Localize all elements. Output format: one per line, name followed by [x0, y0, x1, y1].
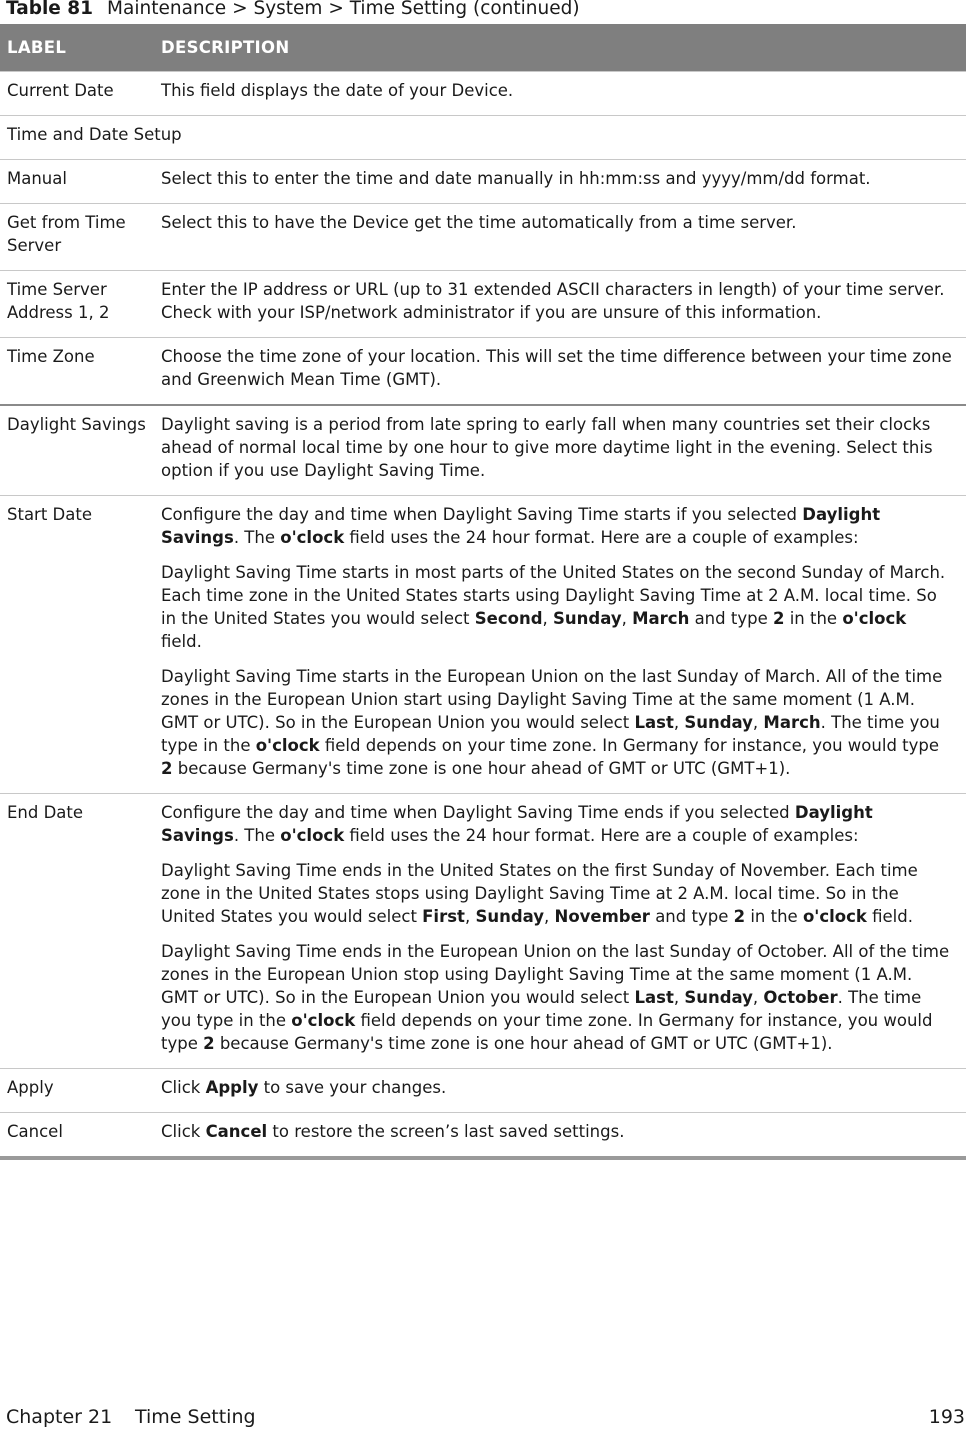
row-description: Click Cancel to restore the screen’s last saved settings.	[161, 1122, 625, 1141]
row-label: Time Zone	[7, 347, 95, 366]
row-label: Manual	[7, 169, 67, 188]
table-caption: Maintenance > System > Time Setting (continued)	[107, 0, 580, 19]
table-header	[0, 24, 966, 71]
row-label: Daylight Savings	[7, 415, 146, 434]
description-table	[0, 24, 966, 1160]
table-number: Table 81	[6, 0, 94, 19]
paragraph: Daylight Saving Time ends in the United States on the first Sunday of November. Each time zone in the United States stops using Daylight Saving Time at 2 A.M. local time. So in the United States you would select First, Sunday, November and type 2 in the o'clock field.	[161, 861, 918, 926]
table-row	[0, 495, 966, 793]
table-row	[0, 1068, 966, 1112]
paragraph: Configure the day and time when Daylight Saving Time starts if you selected Daylight Savings. The o'clock field uses the 24 hour format. Here are a couple of examples:	[161, 505, 881, 547]
row-label: End Date	[7, 803, 84, 822]
row-description: Choose the time zone of your location. This will set the time difference between your time zone and Greenwich Mean Time (GMT).	[161, 347, 952, 389]
paragraph: Configure the day and time when Daylight Saving Time ends if you selected Daylight Savings. The o'clock field uses the 24 hour format. Here are a couple of examples:	[161, 803, 873, 845]
table-row	[0, 71, 966, 115]
table-row	[0, 203, 966, 270]
page-number: 193	[928, 1406, 965, 1428]
paragraph: Daylight Saving Time starts in most parts of the United States on the second Sunday of March. Each time zone in the United States starts using Daylight Saving Time at 2 A.M. local time. So in the United States you would select Second, Sunday, March and type 2 in the o'clock field.	[161, 563, 946, 651]
description-column-header: DESCRIPTION	[161, 38, 290, 57]
table-row	[0, 793, 966, 1068]
row-label: Cancel	[7, 1122, 63, 1141]
table-row	[0, 337, 966, 404]
row-description: Click Apply to save your changes.	[161, 1078, 447, 1097]
label-column-header: LABEL	[7, 38, 67, 57]
row-label: Start Date	[7, 505, 92, 524]
row-description	[154, 503, 966, 780]
table-section-row	[0, 115, 966, 159]
row-label: Get from Time Server	[7, 213, 126, 255]
row-description: Select this to enter the time and date manually in hh:mm:ss and yyyy/mm/dd format.	[161, 169, 871, 188]
table-row	[0, 404, 966, 495]
table-row	[0, 159, 966, 203]
row-description: Daylight saving is a period from late spring to early fall when many countries set their clocks ahead of normal local time by one hour to give more daytime light in the evening. Select this option if you use Daylight Saving Time.	[161, 415, 933, 480]
row-label: Time Server Address 1, 2	[7, 280, 110, 322]
table-row	[0, 270, 966, 337]
table-row	[0, 1112, 966, 1156]
row-description: Select this to have the Device get the time automatically from a time server.	[161, 213, 797, 232]
row-description: Enter the IP address or URL (up to 31 extended ASCII characters in length) of your time server. Check with your ISP/network administrator if you are unsure of this information.	[161, 280, 945, 322]
row-label: Apply	[7, 1078, 54, 1097]
paragraph: Daylight Saving Time ends in the European Union on the last Sunday of October. All of the time zones in the European Union stop using Daylight Saving Time at the same moment (1 A.M. GMT or UTC). So in the European Union you would select Last, Sunday, October. The time you type in the o'clock field depends on your time zone. In Germany for instance, you would type 2 because Germany's time zone is one hour ahead of GMT or UTC (GMT+1).	[161, 942, 950, 1053]
section-label: Time and Date Setup	[7, 125, 182, 144]
row-description	[154, 801, 966, 1055]
table-title	[6, 0, 580, 21]
footer-chapter: Chapter 21	[6, 1406, 113, 1428]
paragraph: Daylight Saving Time starts in the European Union on the last Sunday of March. All of the time zones in the European Union start using Daylight Saving Time at the same moment (1 A.M. GMT or UTC). So in the European Union you would select Last, Sunday, March. The time you type in the o'clock field depends on your time zone. In Germany for instance, you would type 2 because Germany's time zone is one hour ahead of GMT or UTC (GMT+1).	[161, 667, 943, 778]
row-label: Current Date	[7, 81, 114, 100]
footer-section: Time Setting	[135, 1406, 256, 1428]
page-footer	[6, 1404, 965, 1430]
row-description: This field displays the date of your Device.	[161, 81, 514, 100]
